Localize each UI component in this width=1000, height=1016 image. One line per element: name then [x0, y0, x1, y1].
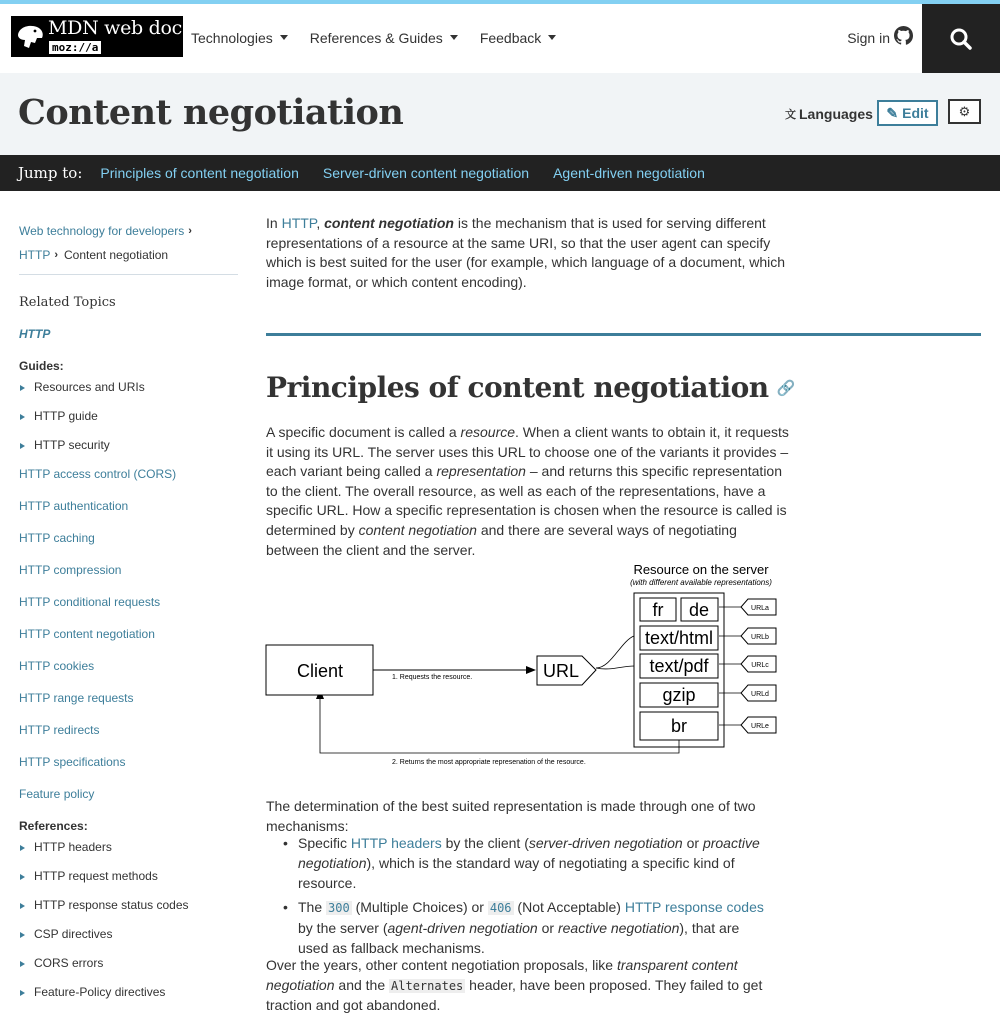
- github-icon: [894, 26, 913, 45]
- sidebar-item-specifications[interactable]: HTTP specifications: [19, 755, 126, 769]
- chevron-down-icon: [548, 35, 556, 40]
- edit-button[interactable]: [877, 100, 938, 126]
- nav-feedback[interactable]: [480, 30, 556, 46]
- http-headers-link[interactable]: HTTP headers: [350, 835, 442, 851]
- sidebar-item-http[interactable]: HTTP: [19, 327, 51, 341]
- link-icon[interactable]: 🔗: [776, 378, 795, 397]
- sidebar-item-csp-directives[interactable]: CSP directives: [19, 927, 112, 941]
- sidebar-guides-heading: Guides:: [19, 359, 64, 373]
- sidebar-item-conditional-requests[interactable]: HTTP conditional requests: [19, 595, 161, 609]
- sidebar-references-heading: References:: [19, 819, 88, 833]
- section-divider: [266, 333, 981, 336]
- variant-gzip: gzip: [662, 685, 696, 705]
- chevron-right-icon: ›: [54, 249, 59, 261]
- diagram-client: Client: [296, 661, 344, 681]
- diagram-title: Resource on the server: [633, 562, 769, 577]
- nav-feedback-label: Feedback: [479, 30, 542, 46]
- gear-icon: ⚙: [958, 103, 971, 119]
- logo-mozilla: moz://a: [49, 41, 101, 54]
- sidebar-item-range-requests[interactable]: HTTP range requests: [19, 691, 134, 705]
- variant-text-html: text/html: [644, 628, 714, 648]
- sidebar-item-resources-uris[interactable]: Resources and URIs: [19, 380, 145, 394]
- breadcrumb-current: Content negotiation: [64, 248, 169, 262]
- url-tag-a: URLa: [751, 605, 769, 612]
- url-tag-b: URLb: [751, 634, 769, 641]
- diagram-request-label: 1. Requests the resource.: [392, 674, 473, 681]
- breadcrumb: [19, 219, 198, 267]
- sidebar-item-response-status-codes[interactable]: HTTP response status codes: [19, 898, 189, 912]
- section-heading-principles: Principles of content negotiation 🔗: [266, 371, 795, 404]
- title-bar: [0, 73, 1000, 155]
- code-406-link[interactable]: 406: [489, 901, 512, 915]
- sidebar-item-cors[interactable]: HTTP access control (CORS): [19, 467, 177, 481]
- sign-in-label: Sign in: [847, 30, 890, 46]
- url-tag-c: URLc: [751, 662, 769, 669]
- settings-button[interactable]: [948, 99, 981, 124]
- sidebar-item-compression[interactable]: HTTP compression: [19, 563, 122, 577]
- list-item: • Specific HTTP headers by the client (server-driven negotiation or proactive negotiation), which is the standard way of negotiating a specific kind of resource.: [266, 833, 766, 893]
- proposals-paragraph: Over the years, other content negotiation proposals, like transparent content negotiation and the Alternates header, have been proposed. They failed to get traction and got abandoned.: [266, 957, 763, 1014]
- sidebar-item-caching[interactable]: HTTP caching: [19, 531, 95, 545]
- chevron-right-icon: ›: [188, 225, 192, 237]
- list-item: • The 300 (Multiple Choices) or 406 (Not Acceptable) HTTP response codes by the server (agent-driven negotiation or reactive negotiation), that are used as fallback mechanisms.: [266, 897, 766, 958]
- jump-to-label: Jump to:: [18, 164, 83, 182]
- http-link[interactable]: HTTP: [281, 215, 317, 231]
- site-header: [0, 4, 1000, 73]
- sidebar-item-request-methods[interactable]: HTTP request methods: [19, 869, 158, 883]
- sidebar-item-http-security[interactable]: HTTP security: [19, 438, 110, 452]
- sidebar-divider: [19, 274, 238, 275]
- variant-text-pdf: text/pdf: [649, 656, 709, 676]
- sidebar-item-feature-policy[interactable]: Feature policy: [19, 787, 95, 801]
- search-icon: [950, 28, 972, 50]
- jump-link-agent-driven[interactable]: Agent-driven negotiation: [553, 165, 705, 181]
- sidebar-item-http-guide[interactable]: HTTP guide: [19, 409, 98, 423]
- sidebar-item-cors-errors[interactable]: CORS errors: [19, 956, 103, 970]
- variant-de: de: [688, 600, 710, 620]
- nav-technologies[interactable]: [191, 30, 288, 46]
- nav-references-guides[interactable]: [310, 30, 458, 46]
- related-topics-heading: Related Topics: [19, 295, 116, 310]
- mechanisms-list: [266, 833, 766, 962]
- translate-icon: 文: [785, 109, 796, 121]
- languages-label: Languages: [799, 106, 873, 122]
- sidebar-item-content-negotiation[interactable]: HTTP content negotiation: [19, 627, 155, 641]
- languages-button[interactable]: [785, 106, 873, 122]
- http-response-codes-link[interactable]: HTTP response codes: [624, 899, 764, 915]
- main-nav: [191, 30, 578, 46]
- sidebar-item-http-headers[interactable]: HTTP headers: [19, 840, 112, 854]
- edit-label: Edit: [902, 105, 929, 121]
- sidebar-item-cookies[interactable]: HTTP cookies: [19, 659, 95, 673]
- dinosaur-icon: [15, 21, 45, 51]
- search-button[interactable]: [922, 4, 1000, 73]
- mechanisms-paragraph: The determination of the best suited representation is made through one of two mechanisms:: [266, 798, 756, 834]
- jump-to-bar: [0, 155, 1000, 191]
- intro-paragraph: In HTTP, content negotiation is the mechanism that is used for serving different representations of a resource at the same URI, so that the user agent can specify which is best suited for the user (for example, which language of a document, which image format, or which content encoding).: [266, 215, 786, 290]
- sidebar-item-redirects[interactable]: HTTP redirects: [19, 723, 100, 737]
- url-tag-e: URLe: [751, 723, 769, 730]
- nav-technologies-label: Technologies: [191, 30, 273, 46]
- nav-references-label: References & Guides: [309, 30, 443, 46]
- sign-in-link[interactable]: [847, 30, 913, 46]
- jump-link-server-driven[interactable]: Server-driven content negotiation: [322, 165, 530, 181]
- variant-fr: fr: [652, 600, 664, 620]
- breadcrumb-web-tech[interactable]: Web technology for developers: [19, 224, 185, 238]
- diagram-url: URL: [542, 661, 580, 681]
- content-negotiation-diagram: [266, 561, 786, 771]
- mdn-logo[interactable]: [11, 16, 192, 57]
- diagram-return-label: 2. Returns the most appropriate represenation of the resource.: [392, 759, 586, 766]
- sidebar-item-feature-policy-directives[interactable]: Feature-Policy directives: [19, 985, 165, 999]
- chevron-down-icon: [280, 35, 288, 40]
- principles-paragraph: A specific document is called a resource. When a client wants to obtain it, it requests it using its URL. The server uses this URL to choose one of the variants it provides – each variant being called a representation – and returns this specific representation to the client. The overall resource, as well as each of the representations, have a specific URL. How a specific representation is chosen when the resource is called is determined by content negotiation and there are several ways of negotiating between the client and the server.: [266, 424, 789, 558]
- diagram-subtitle: (with different available representations): [630, 578, 772, 587]
- breadcrumb-http[interactable]: HTTP: [19, 248, 51, 262]
- pencil-icon: ✎: [886, 104, 899, 121]
- variant-br: br: [670, 716, 688, 736]
- jump-link-principles[interactable]: Principles of content negotiation: [100, 165, 299, 181]
- chevron-down-icon: [450, 35, 458, 40]
- page-title: Content negotiation: [18, 92, 404, 133]
- sidebar-item-authentication[interactable]: HTTP authentication: [19, 499, 129, 513]
- code-300-link[interactable]: 300: [328, 901, 350, 915]
- logo-text: MDN web docs: [48, 17, 192, 39]
- url-tag-d: URLd: [751, 691, 769, 698]
